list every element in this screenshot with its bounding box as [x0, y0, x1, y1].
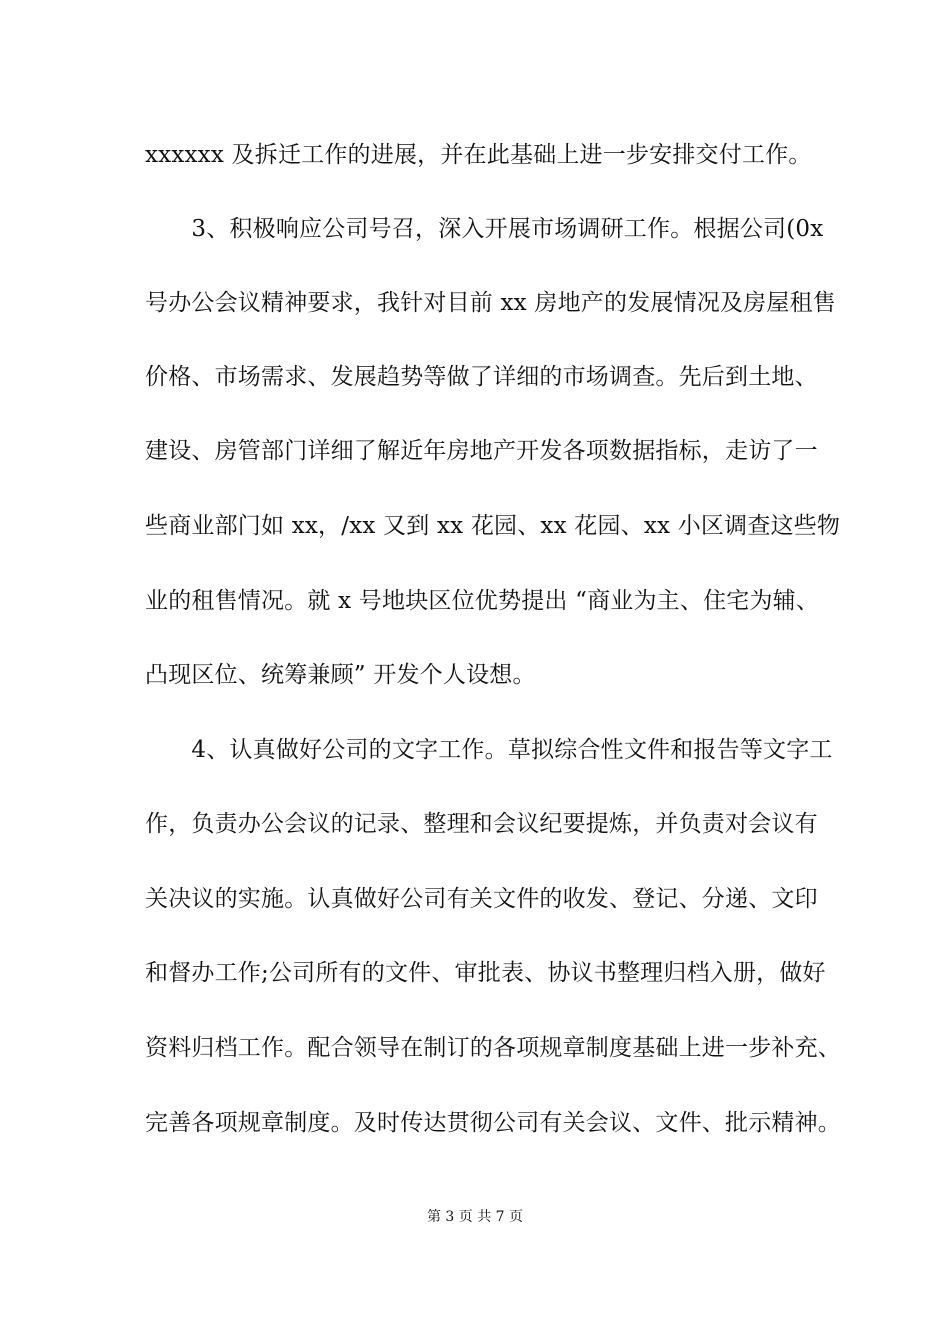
text-line-4: 价格、市场需求、发展趋势等做了详细的市场调查。先后到土地、 [145, 364, 818, 390]
text-line-3: 号办公会议精神要求，我针对目前 xx 房地产的发展情况及房屋租售 [145, 290, 836, 316]
text-line-13: 资料归档工作。配合领导在制订的各项规章制度基础上进一步补充、 [145, 1035, 841, 1061]
text-line-9: 4、认真做好公司的文字工作。草拟综合性文件和报告等文字工 [145, 737, 833, 763]
text-line-2: 3、积极响应公司号召，深入开展市场调研工作。根据公司(0x [145, 216, 824, 242]
page-footer: 第 3 页 共 7 页 [426, 1209, 524, 1225]
text-line-7: 业的租售情况。就 x 号地块区位优势提出 “商业为主、住宅为辅、 [145, 588, 820, 614]
text-line-14: 完善各项规章制度。及时传达贯彻公司有关会议、文件、批示精神。 [145, 1110, 841, 1136]
text-line-5: 建设、房管部门详细了解近年房地产开发各项数据指标，走访了一 [145, 438, 818, 464]
text-line-6: 些商业部门如 xx，/xx 又到 xx 花园、xx 花园、xx 小区调查这些物 [145, 513, 841, 539]
text-line-10: 作，负责办公会议的记录、整理和会议纪要提炼，并负责对会议有 [145, 811, 818, 837]
text-line-12: 和督办工作;公司所有的文件、审批表、协议书整理归档入册，做好 [145, 960, 826, 986]
text-line-11: 关决议的实施。认真做好公司有关文件的收发、登记、分递、文印 [145, 886, 818, 912]
text-line-1: xxxxxx 及拆迁工作的进展，并在此基础上进一步安排交付工作。 [145, 142, 812, 168]
text-line-8: 凸现区位、统筹兼顾” 开发个人设想。 [145, 662, 536, 688]
